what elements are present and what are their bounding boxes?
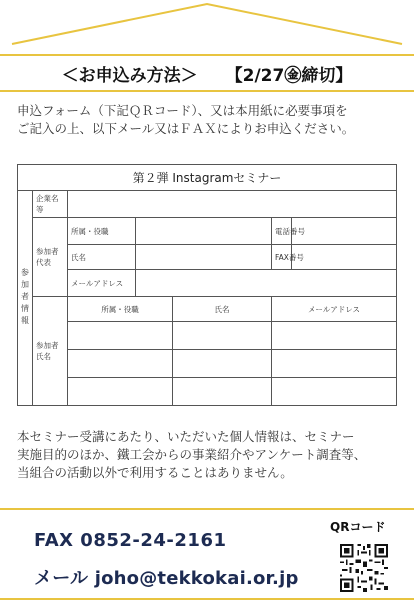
- participant-info-label: 参加者情報: [18, 191, 33, 406]
- rep-dept-field[interactable]: [136, 218, 272, 245]
- form-title: 第２弾 Instagramセミナー: [18, 165, 397, 191]
- deadline-label: 【2/27㊎締切】: [225, 65, 353, 86]
- email-address[interactable]: メール joho@tekkokai.or.jp: [34, 568, 299, 589]
- page-title: ＜お申込み方法＞: [61, 65, 198, 86]
- phone-field[interactable]: [292, 218, 397, 245]
- col-header-dept: 所属・役職: [68, 297, 173, 322]
- participant-email-field[interactable]: [272, 350, 397, 378]
- privacy-line: 当組合の活動以外で利用することはありません。: [17, 465, 293, 480]
- privacy-notice: [17, 428, 401, 482]
- participant-name-field[interactable]: [173, 322, 272, 350]
- participant-dept-field[interactable]: [68, 322, 173, 350]
- participant-names-label: 参加者氏名: [33, 297, 68, 406]
- intro-line: ご記入の上、以下メール又はＦＡＸによりお申込ください。: [17, 121, 355, 136]
- title-bar: [0, 54, 414, 92]
- col-header-name: 氏名: [173, 297, 272, 322]
- qr-code-label: QRコード: [330, 520, 386, 534]
- company-name-field[interactable]: [68, 191, 397, 218]
- application-form: [17, 164, 397, 406]
- phone-label: 電話番号: [272, 218, 292, 245]
- participant-dept-field[interactable]: [68, 378, 173, 406]
- fax-number: FAX 0852-24-2161: [34, 530, 227, 551]
- participant-email-field[interactable]: [272, 378, 397, 406]
- name-label: 氏名: [68, 245, 136, 270]
- roof-decoration: [0, 0, 414, 46]
- fax-field[interactable]: [292, 245, 397, 270]
- rep-email-field[interactable]: [136, 270, 397, 297]
- company-name-label: 企業名等: [33, 191, 68, 218]
- representative-label: 参加者代表: [33, 218, 68, 297]
- rep-name-field[interactable]: [136, 245, 272, 270]
- qr-code-icon[interactable]: [340, 544, 388, 592]
- contact-box: [0, 508, 414, 600]
- fax-label: FAX番号: [272, 245, 292, 270]
- col-header-email: メールアドレス: [272, 297, 397, 322]
- privacy-line: 本セミナー受講にあたり、いただいた個人情報は、セミナー: [17, 429, 355, 444]
- intro-line: 申込フォーム（下記ＱＲコード）、又は本用紙に必要事項を: [17, 103, 348, 118]
- privacy-line: 実施目的のほか、鐵工会からの事業紹介やアンケート調査等、: [17, 447, 367, 462]
- intro-text: [17, 102, 401, 138]
- participant-email-field[interactable]: [272, 322, 397, 350]
- email-label: メールアドレス: [68, 270, 136, 297]
- dept-title-label: 所属・役職: [68, 218, 136, 245]
- participant-name-field[interactable]: [173, 350, 272, 378]
- participant-dept-field[interactable]: [68, 350, 173, 378]
- participant-name-field[interactable]: [173, 378, 272, 406]
